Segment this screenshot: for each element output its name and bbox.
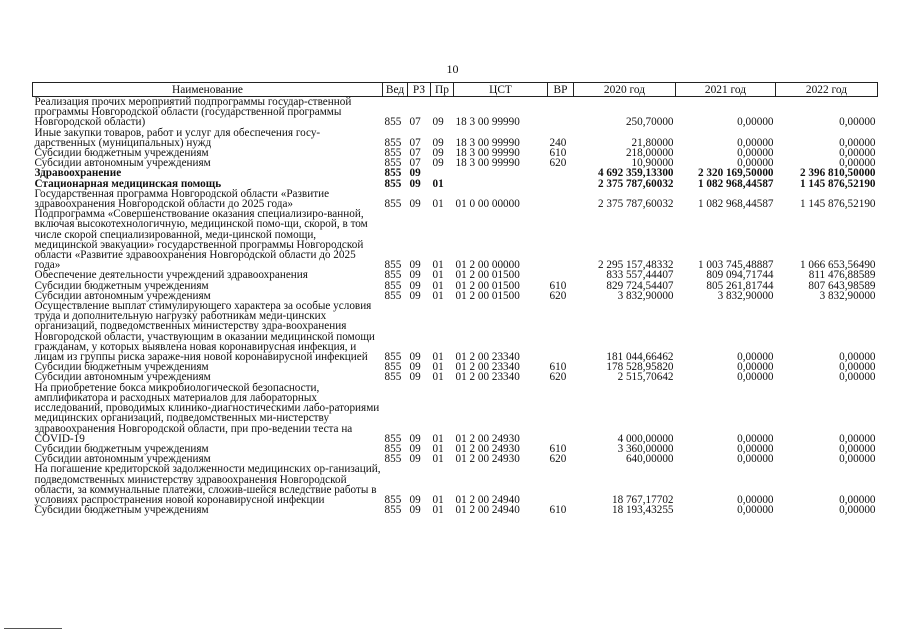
header-vr: ВР <box>548 83 574 97</box>
row-vr <box>548 301 574 362</box>
table-body <box>33 97 878 516</box>
row-rz: 09 <box>409 432 421 445</box>
row-ved: 855 <box>384 147 402 160</box>
row-name: На погашение кредиторской задолженности медицинских ор-ганизаций, подведомственных министерству здравоохранения Новгородской области, за коммунальные платежи, сложив-шейся вследствие работы в условиях распространения новой коронавирусной инфекции <box>34 463 381 506</box>
row-rz: 09 <box>409 361 421 374</box>
row-ved: 855 <box>384 351 402 364</box>
row-cst: 18 3 00 99990 <box>455 147 520 160</box>
row-2022: 0,00000 <box>839 442 876 455</box>
row-ved: 855 <box>384 177 402 190</box>
row-2022: 0,00000 <box>839 351 876 364</box>
row-2022: 1 145 876,52190 <box>799 177 876 190</box>
row-pr: 09 <box>432 116 444 129</box>
row-2022: 0,00000 <box>839 432 876 445</box>
row-ved: 855 <box>384 167 402 180</box>
row-vr: 240 <box>549 136 567 149</box>
row-pr: 01 <box>432 279 444 292</box>
row-ved: 855 <box>384 116 402 129</box>
row-ved: 855 <box>384 259 402 272</box>
row-pr: 01 <box>432 351 444 364</box>
row-2022: 0,00000 <box>839 504 876 517</box>
row-cst: 01 2 00 01500 <box>455 289 520 302</box>
row-rz: 09 <box>409 289 421 302</box>
row-2021: 1 003 745,48887 <box>697 259 774 272</box>
row-2021: 809 094,71744 <box>706 269 774 282</box>
row-vr <box>548 464 574 505</box>
row-rz: 07 <box>409 157 421 170</box>
row-2021: 0,00000 <box>737 442 774 455</box>
row-name: Осуществление выплат стимулирующего характера за особые условия труда и дополнительную нагрузку работникам меди-цинских организаций, подведомственных министерству здра-воохранения Новгородской области, участвующим в оказании медицинской помощи гражданам, у которых выявлена новая коронавирусная инфекция, и лицам из группы риска зараже-ния новой коронавирусной инфекцией <box>34 300 375 364</box>
row-2021: 1 082 968,44587 <box>697 177 774 190</box>
row-2021: 0,00000 <box>737 361 774 374</box>
row-rz: 09 <box>409 167 421 180</box>
header-pr: Пр <box>431 83 454 97</box>
row-rz: 09 <box>409 259 421 272</box>
row-vr: 610 <box>549 279 567 292</box>
row-name: Стационарная медицинская помощь <box>34 177 222 190</box>
row-cst <box>454 179 548 189</box>
row-ved: 855 <box>384 371 402 384</box>
row-2022: 3 832,90000 <box>819 289 876 302</box>
row-ved: 855 <box>384 442 402 455</box>
row-2021: 2 320 169,50000 <box>697 167 774 180</box>
row-rz: 09 <box>409 493 421 506</box>
row-name: Государственная программа Новгородской области «Развитие здравоохранения Новгородской области до 2025 года» <box>34 187 330 211</box>
row-rz: 09 <box>409 177 421 190</box>
footer-rule <box>4 628 62 629</box>
row-pr: 01 <box>432 371 444 384</box>
row-pr: 01 <box>432 269 444 282</box>
row-2021: 3 832,90000 <box>717 289 774 302</box>
row-cst: 01 2 00 23340 <box>455 371 520 384</box>
row-rz: 09 <box>409 504 421 517</box>
row-vr: 620 <box>549 453 567 466</box>
table-row <box>33 189 878 209</box>
row-2020: 2 375 787,60032 <box>597 198 674 211</box>
row-name: Субсидии автономным учреждениям <box>34 371 211 384</box>
row-2020: 3 832,90000 <box>617 289 674 302</box>
row-vr: 620 <box>549 289 567 302</box>
row-2021: 0,00000 <box>737 157 774 170</box>
row-2021: 0,00000 <box>737 116 774 129</box>
row-2022: 1 066 653,56490 <box>799 259 876 272</box>
row-pr: 09 <box>432 136 444 149</box>
row-pr: 09 <box>432 147 444 160</box>
row-vr <box>548 209 574 270</box>
row-rz: 07 <box>409 116 421 129</box>
row-rz: 09 <box>409 453 421 466</box>
row-2020: 21,80000 <box>631 136 674 149</box>
row-name: Реализация прочих мероприятий подпрограммы государ-ственной программы Новгородской области (государственной программы Новгородской области) <box>34 96 352 129</box>
row-cst: 18 3 00 99990 <box>455 116 520 129</box>
row-cst: 01 2 00 24930 <box>455 453 520 466</box>
row-rz: 09 <box>409 279 421 292</box>
row-2021: 1 082 968,44587 <box>697 198 774 211</box>
row-vr <box>548 383 574 444</box>
row-vr: 610 <box>549 442 567 455</box>
row-ved: 855 <box>384 279 402 292</box>
row-cst: 01 2 00 00000 <box>455 259 520 272</box>
header-2020: 2020 год <box>574 83 676 97</box>
row-name: Субсидии автономным учреждениям <box>34 289 211 302</box>
row-name: Обеспечение деятельности учреждений здравоохранения <box>34 269 308 282</box>
row-cst <box>454 168 548 178</box>
row-vr: 610 <box>549 504 567 517</box>
row-2021: 0,00000 <box>737 351 774 364</box>
row-ved: 855 <box>384 289 402 302</box>
row-2020: 3 360,00000 <box>617 442 674 455</box>
row-cst: 18 3 00 99990 <box>455 157 520 170</box>
row-2022: 811 476,88589 <box>808 269 876 282</box>
row-2020: 181 044,66462 <box>606 351 674 364</box>
row-2021: 0,00000 <box>737 493 774 506</box>
row-ved: 855 <box>384 493 402 506</box>
row-2020: 4 692 359,13300 <box>597 167 674 180</box>
row-cst: 01 0 00 00000 <box>455 198 520 211</box>
row-name: Субсидии бюджетным учреждениям <box>34 361 209 374</box>
row-ved: 855 <box>384 157 402 170</box>
table-row <box>33 505 878 515</box>
row-2021: 0,00000 <box>737 147 774 160</box>
row-2022: 0,00000 <box>839 361 876 374</box>
row-pr: 01 <box>432 493 444 506</box>
row-cst: 01 2 00 24940 <box>455 504 520 517</box>
row-rz: 09 <box>409 371 421 384</box>
row-pr: 01 <box>432 177 444 190</box>
row-2022: 0,00000 <box>839 453 876 466</box>
row-name: Подпрограмма «Совершенствование оказания специализиро-ванной, включая высокотехнологичную, медицинской помо-щи, скорой, в том числе скорой специализированной, меди-цинской помощи, медицинской эвакуации» государственной программы Новгородской области «Развитие здравоохранения Новгородской области до 2025 года» <box>34 208 368 272</box>
row-pr: 01 <box>432 259 444 272</box>
row-name: Субсидии бюджетным учреждениям <box>34 147 209 160</box>
row-2020: 2 375 787,60032 <box>597 177 674 190</box>
table-header <box>33 83 878 97</box>
row-rz: 09 <box>409 351 421 364</box>
row-cst: 01 2 00 24940 <box>455 493 520 506</box>
row-2022: 0,00000 <box>839 147 876 160</box>
row-2020: 4 000,00000 <box>617 432 674 445</box>
row-pr: 01 <box>432 361 444 374</box>
row-pr: 09 <box>432 157 444 170</box>
row-vr <box>548 97 574 128</box>
header-2021: 2021 год <box>676 83 776 97</box>
row-2020: 250,70000 <box>625 116 674 129</box>
row-2021: 0,00000 <box>737 432 774 445</box>
row-vr: 620 <box>549 157 567 170</box>
row-rz: 07 <box>409 136 421 149</box>
row-vr: 620 <box>549 371 567 384</box>
row-name: На приобретение бокса микробиологической безопасности, амплификатора и расходных материалов для лабораторных исследований, проводимых клинико-диагностическими лабо-раториями медицинских организаций, подведомственных ми-нистерству здравоохранения Новгородской области, при про-ведении теста на COVID-19 <box>34 381 380 445</box>
budget-table <box>32 82 878 515</box>
row-cst: 01 2 00 24930 <box>455 432 520 445</box>
row-cst: 01 2 00 23340 <box>455 351 520 364</box>
row-pr: 01 <box>432 289 444 302</box>
row-pr: 01 <box>432 198 444 211</box>
header-cst: ЦСТ <box>454 83 548 97</box>
row-vr <box>548 179 574 189</box>
row-vr: 610 <box>549 361 567 374</box>
header-name: Наименование <box>33 83 383 97</box>
row-2022: 0,00000 <box>839 371 876 384</box>
row-cst: 01 2 00 24930 <box>455 442 520 455</box>
row-vr: 610 <box>549 147 567 160</box>
row-2021: 0,00000 <box>737 504 774 517</box>
row-name: Здравоохранение <box>34 167 122 180</box>
row-cst: 01 2 00 23340 <box>455 361 520 374</box>
row-vr <box>548 189 574 209</box>
header-rz: РЗ <box>408 83 431 97</box>
row-rz: 09 <box>409 198 421 211</box>
row-2020: 218,00000 <box>625 147 674 160</box>
row-2020: 829 724,54407 <box>606 279 674 292</box>
row-rz: 07 <box>409 147 421 160</box>
table-row <box>33 128 878 148</box>
row-pr: 01 <box>432 453 444 466</box>
row-rz: 09 <box>409 269 421 282</box>
header-ved: Вед <box>383 83 408 97</box>
row-pr: 01 <box>432 432 444 445</box>
row-2020: 2 295 157,48332 <box>597 259 674 272</box>
table-row <box>33 209 878 270</box>
row-2022: 1 145 876,52190 <box>799 198 876 211</box>
row-ved: 855 <box>384 198 402 211</box>
row-2021: 0,00000 <box>737 371 774 384</box>
table-row <box>33 301 878 362</box>
row-name: Субсидии автономным учреждениям <box>34 453 211 466</box>
row-cst: 01 2 00 01500 <box>455 269 520 282</box>
row-name: Субсидии автономным учреждениям <box>34 157 211 170</box>
row-2020: 178 528,95820 <box>606 361 674 374</box>
row-name: Иные закупки товаров, работ и услуг для обеспечения госу-дарственных (муниципальных) нужд <box>34 126 321 149</box>
row-2022: 0,00000 <box>839 136 876 149</box>
row-cst: 01 2 00 01500 <box>455 279 520 292</box>
header-2022: 2022 год <box>776 83 878 97</box>
row-ved: 855 <box>384 361 402 374</box>
row-2020: 18 767,17702 <box>611 493 674 506</box>
row-ved: 855 <box>384 269 402 282</box>
row-2022: 0,00000 <box>839 116 876 129</box>
row-2022: 807 643,98589 <box>808 279 876 292</box>
row-name: Субсидии бюджетным учреждениям <box>34 504 209 517</box>
row-ved: 855 <box>384 432 402 445</box>
row-cst: 18 3 00 99990 <box>455 136 520 149</box>
row-name: Субсидии бюджетным учреждениям <box>34 442 209 455</box>
row-pr: 01 <box>432 504 444 517</box>
row-2020: 833 557,44407 <box>606 269 674 282</box>
row-2020: 2 515,70642 <box>617 371 674 384</box>
row-2022: 0,00000 <box>839 157 876 170</box>
row-2020: 640,00000 <box>625 453 674 466</box>
row-ved: 855 <box>384 504 402 517</box>
row-2021: 0,00000 <box>737 453 774 466</box>
row-ved: 855 <box>384 136 402 149</box>
row-ved: 855 <box>384 453 402 466</box>
row-2022: 2 396 810,50000 <box>799 167 876 180</box>
row-2021: 0,00000 <box>737 136 774 149</box>
row-2022: 0,00000 <box>839 493 876 506</box>
row-2020: 18 193,43255 <box>611 504 674 517</box>
row-vr <box>548 168 574 178</box>
row-2020: 10,90000 <box>631 157 674 170</box>
row-rz: 09 <box>409 442 421 455</box>
table-row <box>33 383 878 444</box>
row-name: Субсидии бюджетным учреждениям <box>34 279 209 292</box>
table-row <box>33 97 878 128</box>
page-number: 10 <box>446 62 459 76</box>
row-pr: 01 <box>432 442 444 455</box>
row-2021: 805 261,81744 <box>706 279 774 292</box>
table-row <box>33 464 878 505</box>
